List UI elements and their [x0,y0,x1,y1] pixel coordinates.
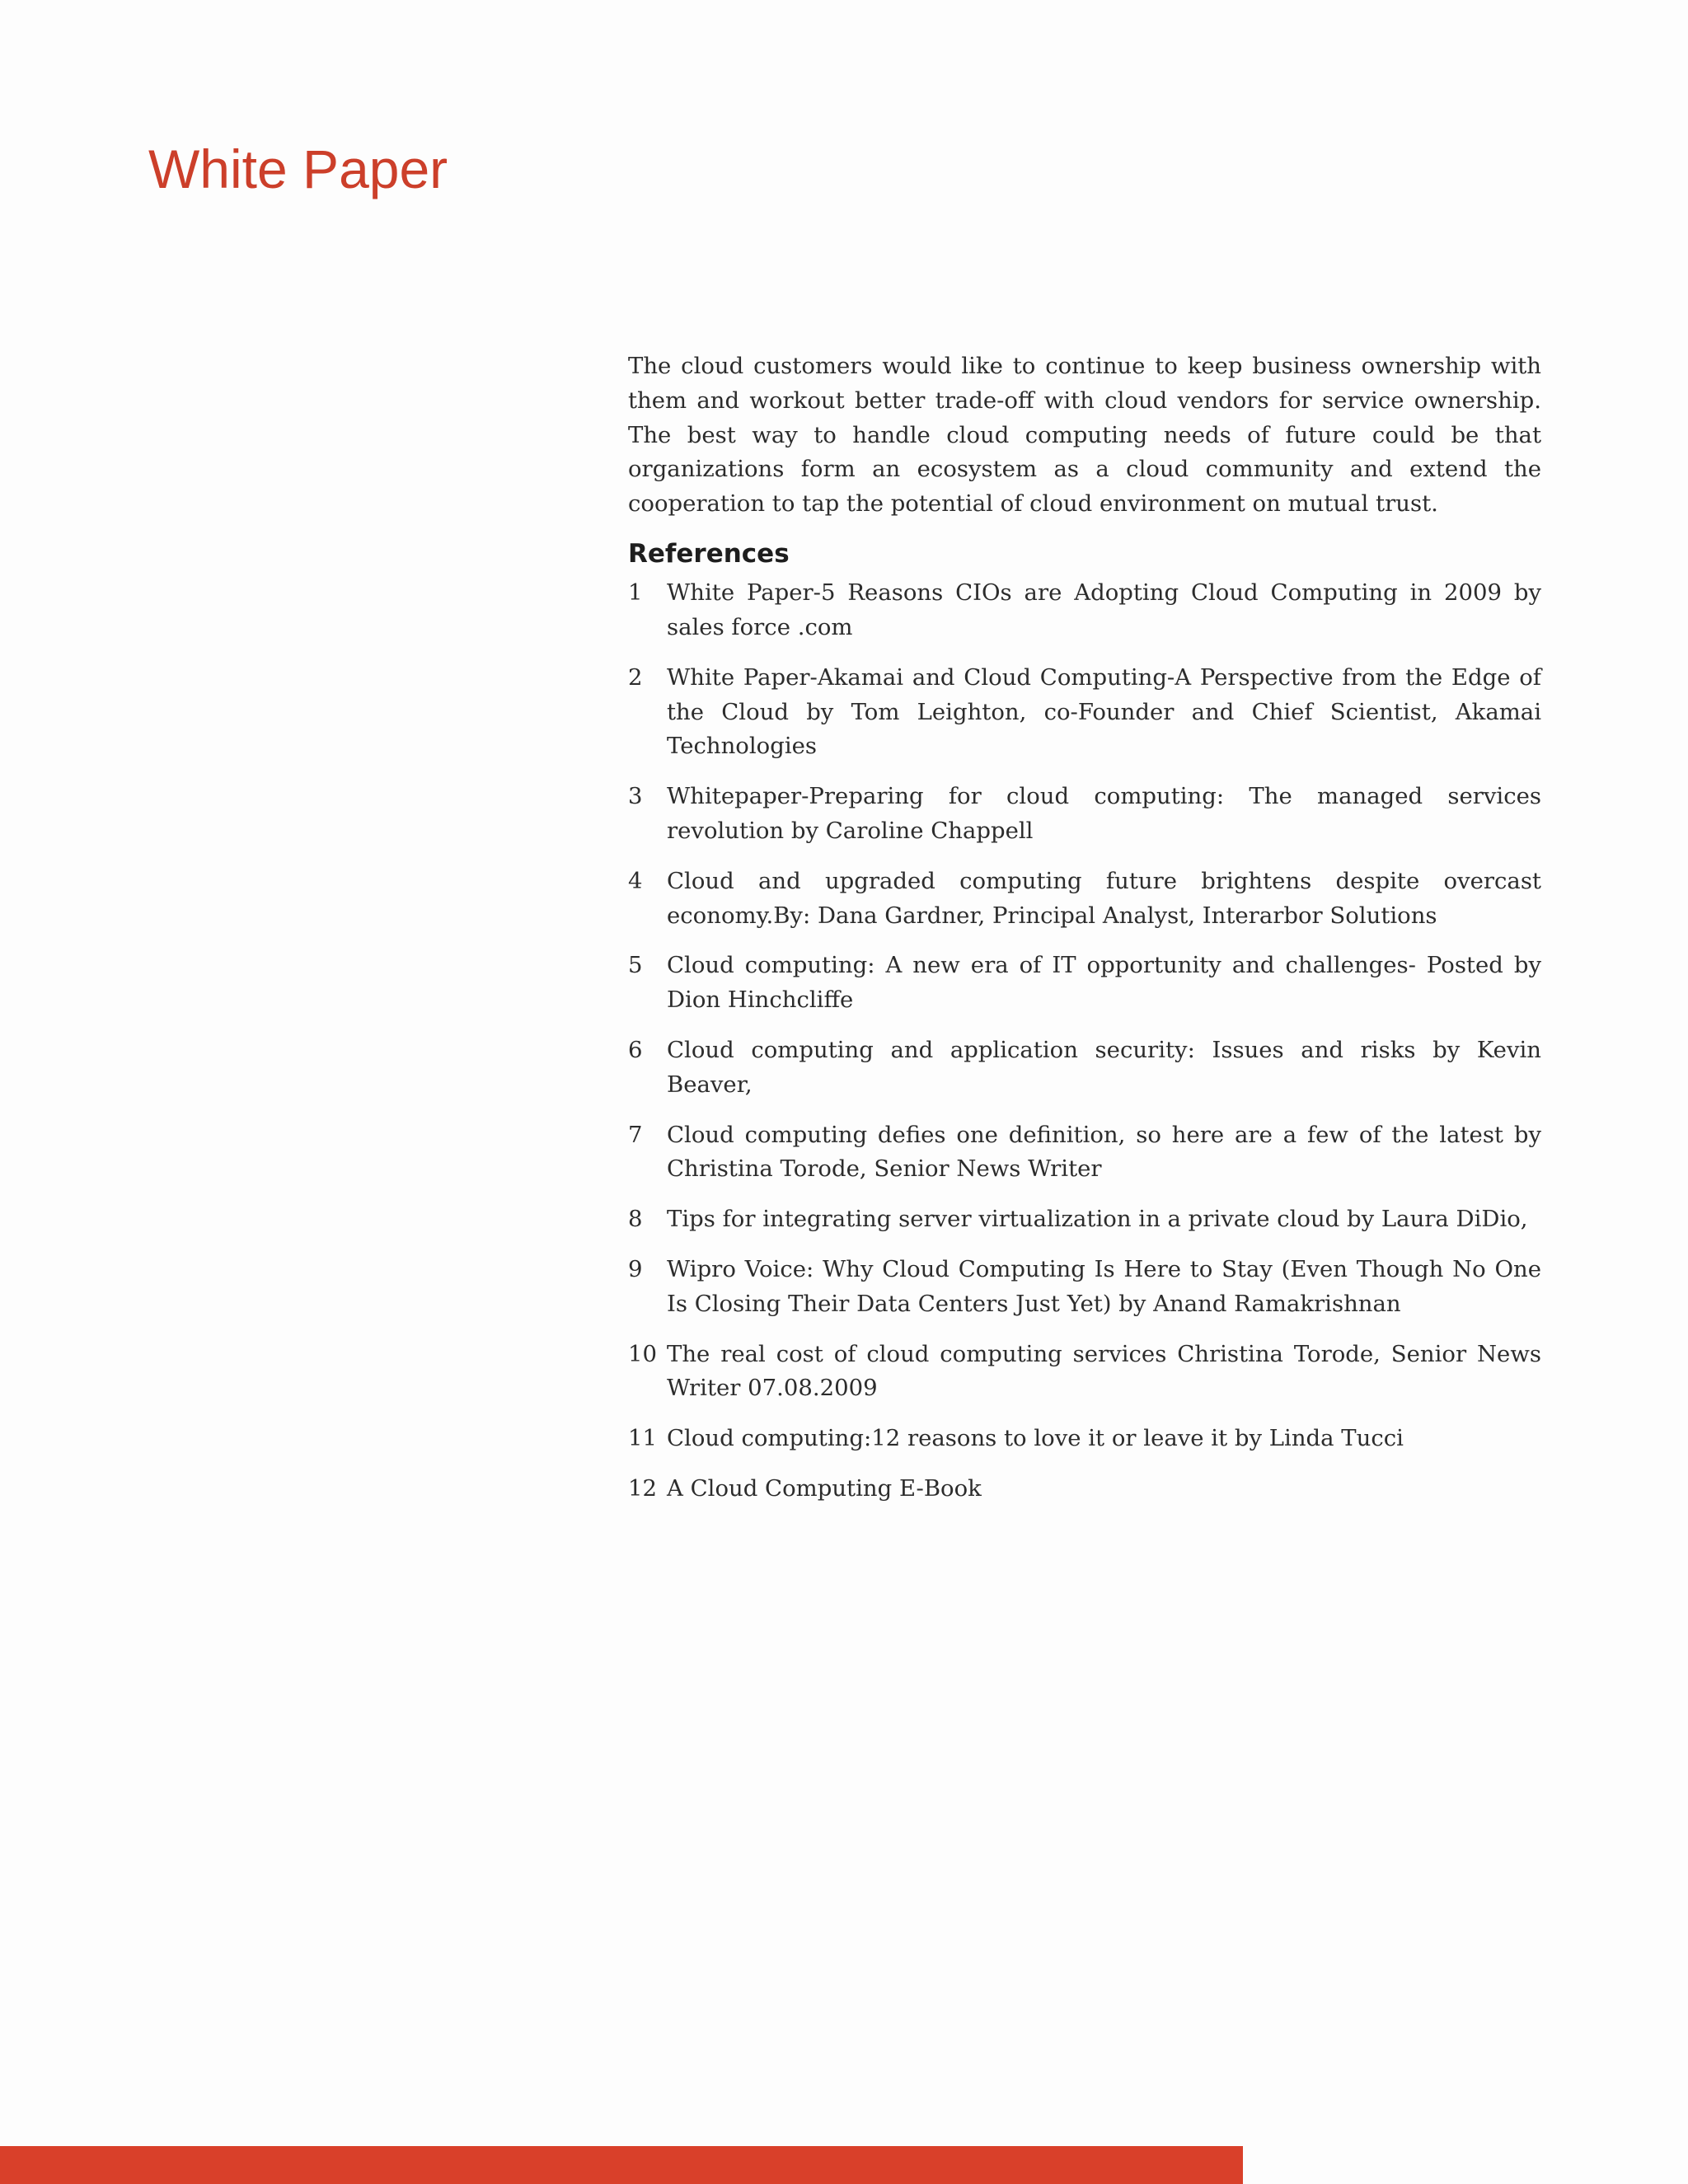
reference-item [628,661,1541,764]
reference-number: 10 [628,1340,657,1367]
reference-text: A Cloud Computing E-Book [667,1474,982,1502]
reference-item [628,1338,1541,1407]
reference-number: 5 [628,952,643,979]
reference-item [628,576,1541,645]
reference-text: Cloud computing: A new era of IT opportunity and challenges- Posted by Dion Hinchcliffe [667,952,1541,1014]
reference-text: White Paper-Akamai and Cloud Computing-A Perspective from the Edge of the Cloud by Tom Leighton, co-Founder and Chief Scientist, Akamai Technologies [667,663,1541,760]
reference-number: 3 [628,783,643,810]
reference-text: Cloud computing:12 reasons to love it or leave it by Linda Tucci [667,1425,1404,1452]
reference-number: 11 [628,1425,657,1452]
reference-item [628,1202,1541,1237]
reference-item [628,1472,1541,1507]
reference-number: 8 [628,1206,643,1233]
reference-item [628,949,1541,1018]
reference-text: Wipro Voice: Why Cloud Computing Is Here to Stay (Even Though No One Is Closing Their Data Centers Just Yet) by Anand Ramakrishnan [667,1255,1541,1317]
reference-text: Tips for integrating server virtualization in a private cloud by Laura DiDio, [667,1206,1528,1233]
references-heading: References [628,538,790,569]
intro-paragraph: The cloud customers would like to continue to keep business ownership with them and workout better trade-off with cloud vendors for service ownership. The best way to handle cloud computing needs of future could be that organizations form an ecosystem as a cloud community and extend the cooperation to tap the potential of cloud environment on mutual trust. [628,353,1541,518]
reference-number: 6 [628,1036,643,1063]
main-content [628,349,1541,1522]
reference-text: Cloud and upgraded computing future brightens despite overcast economy.By: Dana Gardner, Principal Analyst, Interarbor Solutions [667,867,1541,929]
reference-text: Cloud computing defies one definition, so here are a few of the latest by Christina Torode, Senior News Writer [667,1121,1541,1183]
reference-number: 12 [628,1474,657,1502]
reference-text: Whitepaper-Preparing for cloud computing: The managed services revolution by Caroline Chappell [667,783,1541,844]
reference-text: Cloud computing and application security: Issues and risks by Kevin Beaver, [667,1036,1541,1098]
reference-item [628,865,1541,934]
reference-text: White Paper-5 Reasons CIOs are Adopting Cloud Computing in 2009 by sales force .com [667,579,1541,640]
page-title: White Paper [148,138,448,199]
reference-item [628,1033,1541,1103]
references-list [628,576,1541,1507]
reference-item [628,780,1541,849]
reference-text: The real cost of cloud computing services Christina Torode, Senior News Writer 07.08.2009 [667,1340,1541,1402]
reference-number: 1 [628,579,643,607]
reference-item [628,1118,1541,1188]
reference-item [628,1253,1541,1322]
reference-number: 2 [628,663,643,691]
reference-number: 4 [628,867,643,894]
footer-accent-bar [0,2146,1243,2184]
reference-number: 7 [628,1121,643,1148]
reference-number: 9 [628,1255,643,1282]
reference-item [628,1422,1541,1456]
